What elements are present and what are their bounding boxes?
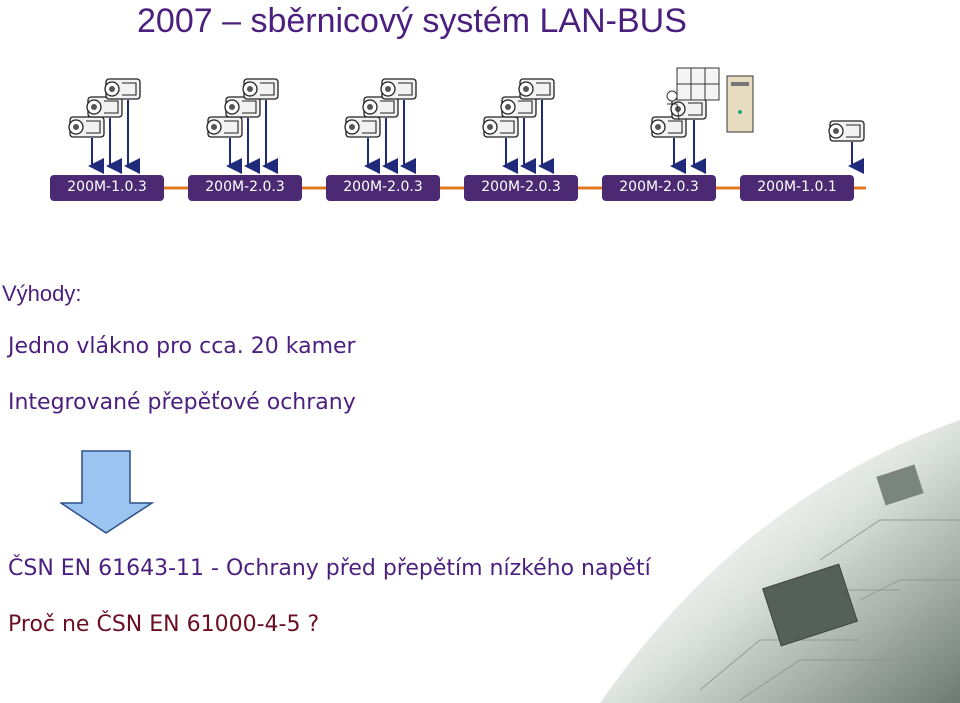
device-label: 200M-2.0.3 — [343, 179, 423, 195]
camera-icon — [671, 99, 706, 119]
camera-icon — [243, 79, 278, 99]
standard-line-1: ČSN EN 61643-11 - Ochrany před přepětím nízkého napětí — [8, 556, 651, 581]
device-label: 200M-2.0.3 — [205, 179, 285, 195]
camera-icon — [519, 79, 554, 99]
standard-line-2: Proč ne ČSN EN 61000-4-5 ? — [8, 612, 320, 637]
camera-icon — [501, 97, 536, 117]
camera-icon — [651, 117, 686, 137]
camera-icon — [483, 117, 518, 137]
camera-icon — [381, 79, 416, 99]
advantages-heading: Výhody: — [2, 281, 82, 306]
advantage-item-1: Jedno vlákno pro cca. 20 kamer — [8, 334, 356, 359]
device-label: 200M-2.0.3 — [619, 179, 699, 195]
device-label: 200M-1.0.3 — [67, 179, 147, 195]
camera-icon — [225, 97, 260, 117]
down-arrow-icon — [60, 449, 154, 535]
circuit-board-image — [600, 420, 960, 703]
camera-icon — [345, 117, 380, 137]
device-label: 200M-1.0.1 — [757, 179, 837, 195]
camera-icon — [363, 97, 398, 117]
camera-icon — [105, 79, 140, 99]
camera-icon — [87, 97, 122, 117]
camera-icon — [829, 121, 864, 141]
device-label: 200M-2.0.3 — [481, 179, 561, 195]
camera-icon — [69, 117, 104, 137]
advantage-item-2: Integrované přepěťové ochrany — [8, 390, 356, 415]
page-title: 2007 – sběrnicový systém LAN-BUS — [137, 2, 687, 40]
camera-icon — [207, 117, 242, 137]
